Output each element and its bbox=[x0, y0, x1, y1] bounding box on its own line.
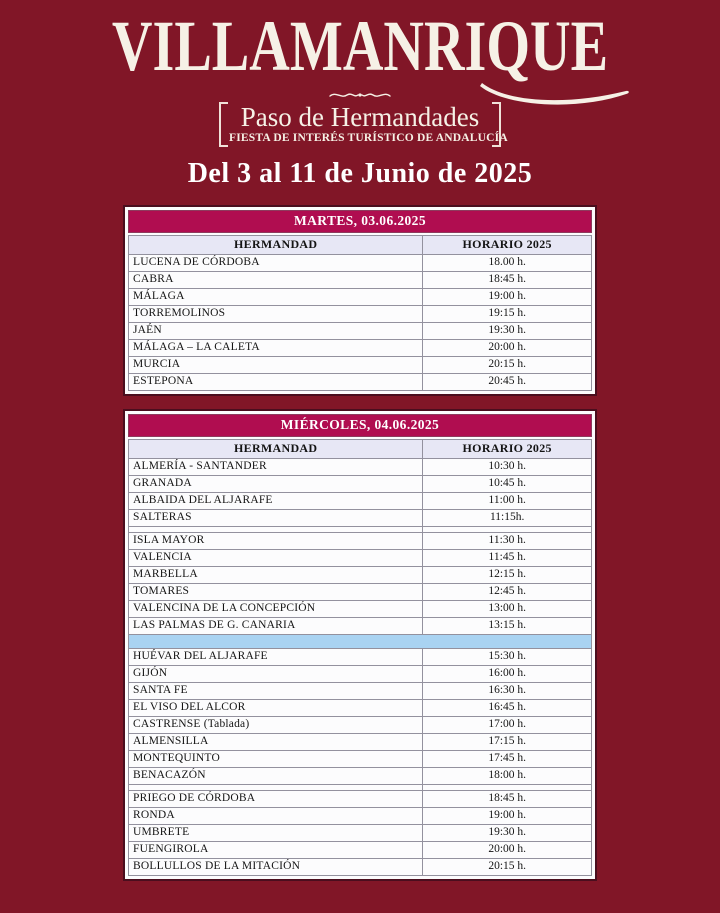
horario-cell: 12:15 h. bbox=[423, 566, 592, 583]
table-row bbox=[129, 356, 592, 373]
hermandad-cell: ALBAIDA DEL ALJARAFE bbox=[129, 492, 423, 509]
hermandad-cell: FUENGIROLA bbox=[129, 841, 423, 858]
table-row bbox=[129, 841, 592, 858]
horario-cell: 10:30 h. bbox=[423, 458, 592, 475]
table-row bbox=[129, 305, 592, 322]
hermandad-cell: MURCIA bbox=[129, 356, 423, 373]
hermandad-cell: GRANADA bbox=[129, 475, 423, 492]
horario-cell: 20:00 h. bbox=[423, 339, 592, 356]
hermandad-cell: RONDA bbox=[129, 807, 423, 824]
horario-cell: 16:45 h. bbox=[423, 699, 592, 716]
table-row bbox=[129, 288, 592, 305]
table-row bbox=[129, 271, 592, 288]
horario-cell: 11:30 h. bbox=[423, 532, 592, 549]
horario-cell: 20:00 h. bbox=[423, 841, 592, 858]
day-title: MARTES, 03.06.2025 bbox=[128, 210, 592, 233]
hermandad-cell: TORREMOLINOS bbox=[129, 305, 423, 322]
hermandad-cell: MÁLAGA bbox=[129, 288, 423, 305]
horario-cell: 20:15 h. bbox=[423, 356, 592, 373]
table-row bbox=[129, 699, 592, 716]
hermandad-cell: EL VISO DEL ALCOR bbox=[129, 699, 423, 716]
horario-cell: 19:30 h. bbox=[423, 824, 592, 841]
table-row bbox=[129, 858, 592, 875]
event-date-range: Del 3 al 11 de Junio de 2025 bbox=[187, 157, 533, 189]
event-subtitle: Paso de Hermandades bbox=[240, 101, 480, 132]
horario-cell: 18:00 h. bbox=[423, 767, 592, 784]
horario-cell: 18.00 h. bbox=[423, 254, 592, 271]
page-title: VILLAMANRIQUE bbox=[111, 6, 609, 86]
horario-cell: 20:15 h. bbox=[423, 858, 592, 875]
hermandad-cell: BOLLULLOS DE LA MITACIÓN bbox=[129, 858, 423, 875]
table-row bbox=[129, 824, 592, 841]
table-row bbox=[129, 339, 592, 356]
hermandad-cell: SALTERAS bbox=[129, 509, 423, 526]
table-row bbox=[129, 254, 592, 271]
hermandad-cell: CABRA bbox=[129, 271, 423, 288]
table-row bbox=[129, 750, 592, 767]
table-row bbox=[129, 767, 592, 784]
horario-cell: 19:00 h. bbox=[423, 807, 592, 824]
hermandad-cell: ESTEPONA bbox=[129, 373, 423, 390]
horario-cell: 12:45 h. bbox=[423, 583, 592, 600]
table-row bbox=[129, 790, 592, 807]
hermandad-cell: VALENCIA bbox=[129, 549, 423, 566]
event-poster bbox=[0, 6, 720, 913]
table-row bbox=[129, 807, 592, 824]
hermandad-cell: SANTA FE bbox=[129, 682, 423, 699]
table-row bbox=[129, 617, 592, 634]
horario-cell: 11:15h. bbox=[423, 509, 592, 526]
horario-cell: 16:30 h. bbox=[423, 682, 592, 699]
horario-cell: 19:00 h. bbox=[423, 288, 592, 305]
schedule-tables bbox=[0, 205, 720, 881]
hermandad-cell: TOMARES bbox=[129, 583, 423, 600]
horario-cell: 10:45 h. bbox=[423, 475, 592, 492]
table-row bbox=[129, 549, 592, 566]
table-row bbox=[129, 532, 592, 549]
hermandad-cell: GIJÓN bbox=[129, 665, 423, 682]
hermandad-cell: MONTEQUINTO bbox=[129, 750, 423, 767]
horario-cell: 17:15 h. bbox=[423, 733, 592, 750]
hermandad-cell: VALENCINA DE LA CONCEPCIÓN bbox=[129, 600, 423, 617]
horario-cell: 20:45 h. bbox=[423, 373, 592, 390]
hermandad-cell: MARBELLA bbox=[129, 566, 423, 583]
day-table-miercoles bbox=[123, 409, 597, 881]
horario-cell: 18:45 h. bbox=[423, 790, 592, 807]
schedule-grid bbox=[128, 439, 592, 876]
highlight-row bbox=[129, 634, 592, 648]
horario-cell: 11:45 h. bbox=[423, 549, 592, 566]
q-tail-swash-ornament bbox=[478, 82, 636, 108]
table-row bbox=[129, 665, 592, 682]
column-header-hermandad: HERMANDAD bbox=[129, 235, 423, 254]
hermandad-cell: HUÉVAR DEL ALJARAFE bbox=[129, 648, 423, 665]
table-row bbox=[129, 566, 592, 583]
horario-cell: 13:15 h. bbox=[423, 617, 592, 634]
hermandad-cell: MÁLAGA – LA CALETA bbox=[129, 339, 423, 356]
horario-cell: 17:00 h. bbox=[423, 716, 592, 733]
horario-cell: 19:30 h. bbox=[423, 322, 592, 339]
schedule-grid bbox=[128, 235, 592, 391]
horario-cell: 17:45 h. bbox=[423, 750, 592, 767]
day-table-martes bbox=[123, 205, 597, 396]
table-row bbox=[129, 648, 592, 665]
hermandad-cell: CASTRENSE (Tablada) bbox=[129, 716, 423, 733]
flourish-ornament bbox=[327, 89, 393, 101]
horario-cell: 19:15 h. bbox=[423, 305, 592, 322]
horario-cell: 16:00 h. bbox=[423, 665, 592, 682]
table-row bbox=[129, 682, 592, 699]
horario-cell: 11:00 h. bbox=[423, 492, 592, 509]
table-row bbox=[129, 475, 592, 492]
hermandad-cell: ISLA MAYOR bbox=[129, 532, 423, 549]
column-header-hermandad: HERMANDAD bbox=[129, 439, 423, 458]
hermandad-cell: LAS PALMAS DE G. CANARIA bbox=[129, 617, 423, 634]
table-row bbox=[129, 733, 592, 750]
hermandad-cell: ALMENSILLA bbox=[129, 733, 423, 750]
horario-cell: 15:30 h. bbox=[423, 648, 592, 665]
table-row bbox=[129, 509, 592, 526]
highlight-cell bbox=[129, 634, 592, 648]
hermandad-cell: PRIEGO DE CÓRDOBA bbox=[129, 790, 423, 807]
hermandad-cell: JAÉN bbox=[129, 322, 423, 339]
hermandad-cell: LUCENA DE CÓRDOBA bbox=[129, 254, 423, 271]
table-row bbox=[129, 492, 592, 509]
table-row bbox=[129, 600, 592, 617]
column-header-horario: HORARIO 2025 bbox=[423, 439, 592, 458]
table-row bbox=[129, 583, 592, 600]
column-header-horario: HORARIO 2025 bbox=[423, 235, 592, 254]
horario-cell: 13:00 h. bbox=[423, 600, 592, 617]
table-row bbox=[129, 373, 592, 390]
table-row bbox=[129, 322, 592, 339]
horario-cell: 18:45 h. bbox=[423, 271, 592, 288]
hermandad-cell: ALMERÍA - SANTANDER bbox=[129, 458, 423, 475]
hermandad-cell: BENACAZÓN bbox=[129, 767, 423, 784]
event-tagline: FIESTA DE INTERÉS TURÍSTICO DE ANDALUCÍA bbox=[229, 131, 508, 144]
table-row bbox=[129, 458, 592, 475]
hermandad-cell: UMBRETE bbox=[129, 824, 423, 841]
table-row bbox=[129, 716, 592, 733]
subtitle-block bbox=[219, 101, 508, 147]
day-title: MIÉRCOLES, 04.06.2025 bbox=[128, 414, 592, 437]
